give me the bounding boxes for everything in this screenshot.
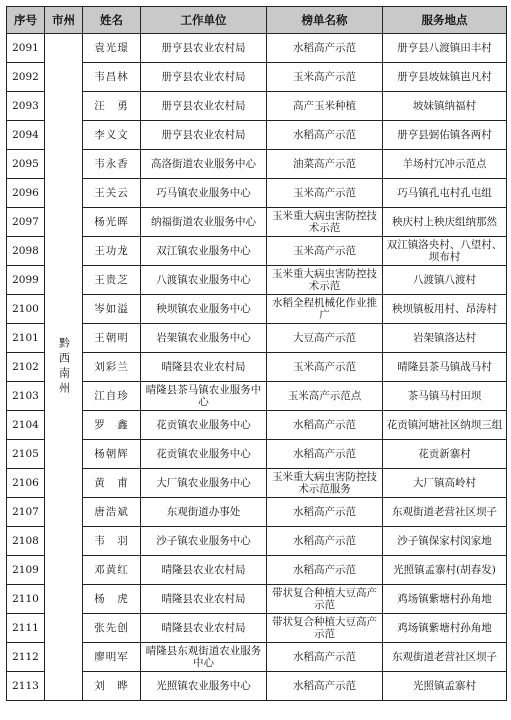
row-list-name: 玉米高产示范 [267, 237, 383, 266]
row-list-name: 玉米高产示范 [267, 179, 383, 208]
row-serial-number: 2108 [7, 527, 45, 556]
row-work-unit: 花贡镇农业服务中心 [141, 440, 267, 469]
row-work-unit: 晴隆县茶马镇农业服务中心 [141, 382, 267, 411]
row-person-name: 张先创 [83, 614, 141, 643]
row-serial-number: 2113 [7, 672, 45, 701]
table-body [7, 34, 507, 701]
row-work-unit: 岩架镇农业服务中心 [141, 324, 267, 353]
row-person-name: 韦昌林 [83, 63, 141, 92]
row-service-location: 东观街道老营社区坝子 [383, 498, 507, 527]
row-list-name: 水稻高产示范 [267, 498, 383, 527]
row-serial-number: 2107 [7, 498, 45, 527]
row-serial-number: 2104 [7, 411, 45, 440]
row-list-name: 水稻高产示范 [267, 34, 383, 63]
row-person-name: 罗 鑫 [83, 411, 141, 440]
row-work-unit: 晴隆县农业农村局 [141, 585, 267, 614]
row-person-name: 杨 虎 [83, 585, 141, 614]
row-list-name: 玉米重大病虫害防控技术示范 [267, 266, 383, 295]
row-service-location: 岩架镇洛达村 [383, 324, 507, 353]
row-work-unit: 沙子镇农业服务中心 [141, 527, 267, 556]
row-service-location: 茶马镇马村田坝 [383, 382, 507, 411]
row-serial-number: 2101 [7, 324, 45, 353]
table-row [7, 34, 507, 63]
row-serial-number: 2112 [7, 643, 45, 672]
row-list-name: 水稻高产示范 [267, 411, 383, 440]
row-serial-number: 2094 [7, 121, 45, 150]
row-service-location: 册亨县弼佑镇各两村 [383, 121, 507, 150]
row-service-location: 双江镇洛央村、八望村、坝布村 [383, 237, 507, 266]
row-person-name: 刘 晔 [83, 672, 141, 701]
row-service-location: 鸡场镇紫塘村孙角地 [383, 585, 507, 614]
row-list-name: 大豆高产示范 [267, 324, 383, 353]
header-list-name: 榜单名称 [267, 7, 383, 34]
header-work-unit: 工作单位 [141, 7, 267, 34]
row-person-name: 杨光晖 [83, 208, 141, 237]
row-list-name: 带状复合种植大豆高产示范 [267, 585, 383, 614]
row-serial-number: 2105 [7, 440, 45, 469]
row-serial-number: 2098 [7, 237, 45, 266]
row-work-unit: 晴隆县农业农村局 [141, 614, 267, 643]
row-work-unit: 高洛街道农业服务中心 [141, 150, 267, 179]
row-service-location: 秧庆村上秧庆组纳那然 [383, 208, 507, 237]
row-person-name: 江自珍 [83, 382, 141, 411]
row-service-location: 光照镇孟寨村(胡春发) [383, 556, 507, 585]
row-serial-number: 2095 [7, 150, 45, 179]
row-person-name: 汪 勇 [83, 92, 141, 121]
row-person-name: 黄 甫 [83, 469, 141, 498]
row-service-location: 沙子镇保家村闵家地 [383, 527, 507, 556]
row-work-unit: 巧马镇农业服务中心 [141, 179, 267, 208]
row-person-name: 王功龙 [83, 237, 141, 266]
row-list-name: 水稻高产示范 [267, 672, 383, 701]
row-serial-number: 2106 [7, 469, 45, 498]
row-serial-number: 2102 [7, 353, 45, 382]
row-serial-number: 2103 [7, 382, 45, 411]
row-work-unit: 晴隆县农业农村局 [141, 556, 267, 585]
row-list-name: 水稻高产示范 [267, 121, 383, 150]
row-list-name: 玉米高产示范 [267, 63, 383, 92]
row-list-name: 玉米重大病虫害防控技术示范 [267, 208, 383, 237]
row-service-location: 晴隆县茶马镇战马村 [383, 353, 507, 382]
row-serial-number: 2110 [7, 585, 45, 614]
row-person-name: 唐浩斌 [83, 498, 141, 527]
row-work-unit: 八渡镇农业服务中心 [141, 266, 267, 295]
row-serial-number: 2109 [7, 556, 45, 585]
row-work-unit: 册亨县农业农村局 [141, 121, 267, 150]
row-list-name: 高产玉米种植 [267, 92, 383, 121]
row-list-name: 水稻高产示范 [267, 440, 383, 469]
row-list-name: 带状复合种植大豆高产示范 [267, 614, 383, 643]
row-person-name: 韦永香 [83, 150, 141, 179]
row-service-location: 花贡镇河塘社区纳坝三组 [383, 411, 507, 440]
row-list-name: 油菜高产示范 [267, 150, 383, 179]
row-person-name: 杨朝辉 [83, 440, 141, 469]
row-service-location: 花贡新寨村 [383, 440, 507, 469]
row-service-location: 羊场村冗冲示范点 [383, 150, 507, 179]
row-work-unit: 双江镇农业服务中心 [141, 237, 267, 266]
row-service-location: 巧马镇孔屯村孔屯组 [383, 179, 507, 208]
row-person-name: 岑如溢 [83, 295, 141, 324]
row-person-name: 王贵芝 [83, 266, 141, 295]
row-work-unit: 册亨县农业农村局 [141, 34, 267, 63]
row-service-location: 东观街道老营社区坝子 [383, 643, 507, 672]
table-header-row [7, 7, 507, 34]
row-serial-number: 2099 [7, 266, 45, 295]
row-serial-number: 2111 [7, 614, 45, 643]
row-person-name: 李义文 [83, 121, 141, 150]
row-list-name: 玉米高产示范点 [267, 382, 383, 411]
header-name: 姓名 [83, 7, 141, 34]
row-service-location: 大厂镇高岭村 [383, 469, 507, 498]
header-serial-number: 序号 [7, 7, 45, 34]
award-list-table [6, 6, 507, 701]
row-work-unit: 册亨县农业农村局 [141, 92, 267, 121]
prefecture-cell: 黔西南州 [45, 34, 83, 701]
row-work-unit: 花贡镇农业服务中心 [141, 411, 267, 440]
row-list-name: 水稻高产示范 [267, 556, 383, 585]
row-service-location: 册亨县坡妹镇岜凡村 [383, 63, 507, 92]
document-page [6, 6, 507, 701]
row-serial-number: 2097 [7, 208, 45, 237]
row-person-name: 邓黄红 [83, 556, 141, 585]
row-service-location: 光照镇孟寨村 [383, 672, 507, 701]
row-service-location: 秧坝镇板用村、昂涛村 [383, 295, 507, 324]
header-prefecture: 市州 [45, 7, 83, 34]
row-work-unit: 大厂镇农业服务中心 [141, 469, 267, 498]
row-work-unit: 晴隆县东观街道农业服务中心 [141, 643, 267, 672]
row-serial-number: 2092 [7, 63, 45, 92]
row-service-location: 坡妹镇纳福村 [383, 92, 507, 121]
row-person-name: 袁光璟 [83, 34, 141, 63]
row-work-unit: 册亨县农业农村局 [141, 63, 267, 92]
row-list-name: 水稻高产示范 [267, 643, 383, 672]
row-serial-number: 2100 [7, 295, 45, 324]
row-list-name: 水稻全程机械化作业推广 [267, 295, 383, 324]
row-person-name: 王朝明 [83, 324, 141, 353]
row-serial-number: 2091 [7, 34, 45, 63]
row-work-unit: 秧坝镇农业服务中心 [141, 295, 267, 324]
row-work-unit: 光照镇农业服务中心 [141, 672, 267, 701]
row-person-name: 韦 羽 [83, 527, 141, 556]
row-work-unit: 纳福街道农业服务中心 [141, 208, 267, 237]
row-list-name: 玉米高产示范 [267, 353, 383, 382]
row-serial-number: 2096 [7, 179, 45, 208]
row-person-name: 廖明军 [83, 643, 141, 672]
row-list-name: 水稻高产示范 [267, 527, 383, 556]
row-work-unit: 东观街道办事处 [141, 498, 267, 527]
row-list-name: 玉米重大病虫害防控技术示范服务 [267, 469, 383, 498]
row-service-location: 八渡镇八渡村 [383, 266, 507, 295]
header-service-location: 服务地点 [383, 7, 507, 34]
row-service-location: 册亨县八渡镇田丰村 [383, 34, 507, 63]
row-service-location: 鸡场镇紫塘村孙角地 [383, 614, 507, 643]
row-serial-number: 2093 [7, 92, 45, 121]
row-person-name: 刘彩兰 [83, 353, 141, 382]
row-person-name: 王关云 [83, 179, 141, 208]
row-work-unit: 晴隆县农业农村局 [141, 353, 267, 382]
